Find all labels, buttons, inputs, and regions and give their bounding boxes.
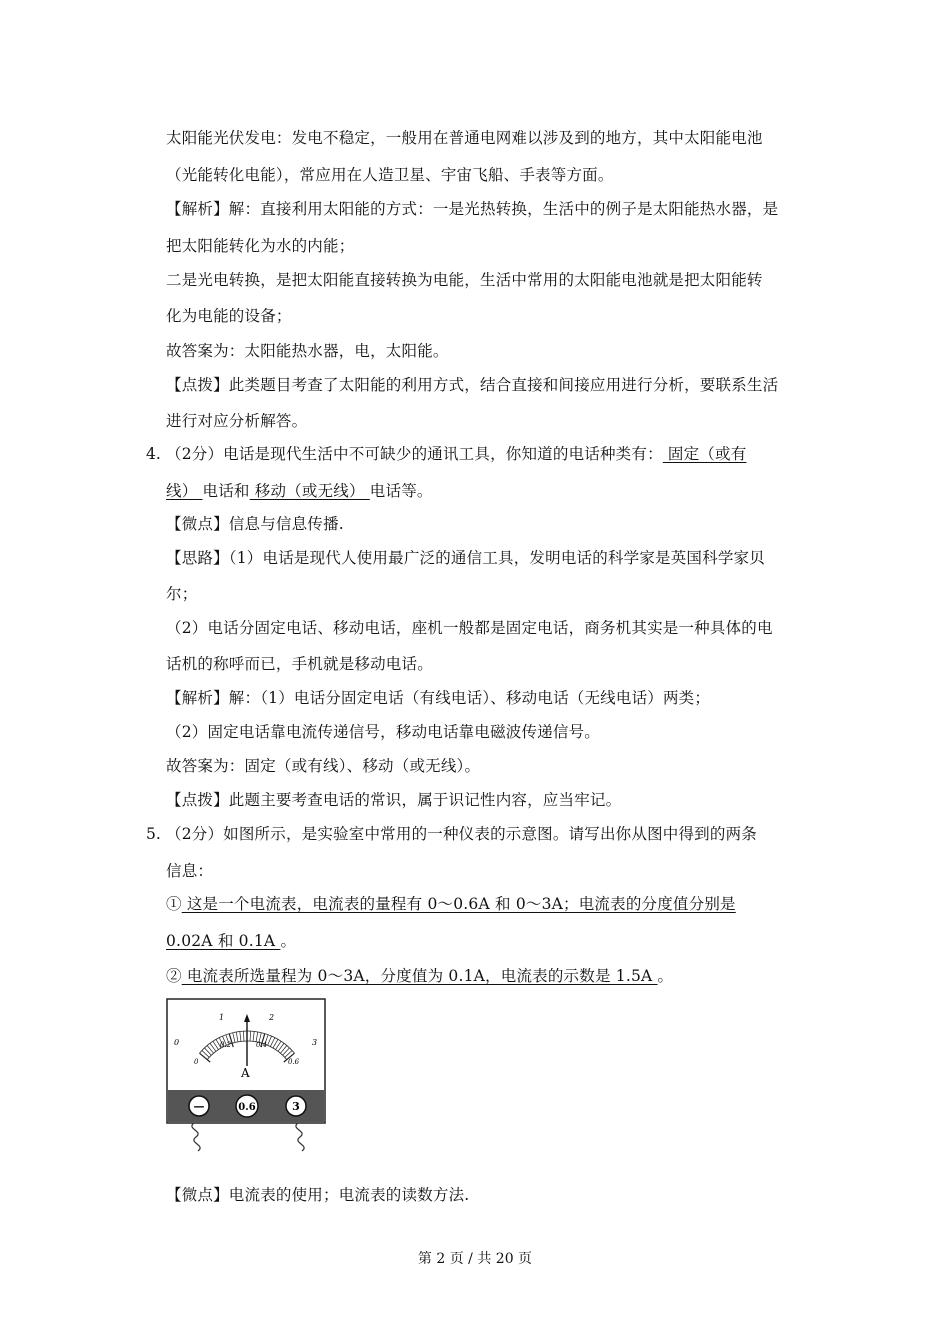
text-line: 【解析】解：直接利用太阳能的方式：一是光热转换，生活中的例子是太阳能热水器，是 bbox=[166, 200, 779, 218]
answer-blank: 固定（或有 bbox=[662, 445, 747, 463]
text-line: 故答案为：固定（或有线）、移动（或无线）。 bbox=[166, 757, 481, 775]
scale-label-upper: 1 bbox=[219, 1013, 225, 1022]
page-footer: 第 2 页 / 共 20 页 bbox=[417, 1251, 533, 1267]
terminal-label: — bbox=[193, 1100, 205, 1113]
text-line: 【微点】电流表的使用；电流表的读数方法. bbox=[166, 1186, 470, 1204]
question-text: （2分）电话是现代生活中不可缺少的通讯工具，你知道的电话种类有： bbox=[166, 445, 663, 463]
terminal-label: 0.6 bbox=[238, 1102, 256, 1113]
punctuation: 。 bbox=[657, 967, 674, 985]
terminal-label: 3 bbox=[292, 1100, 300, 1113]
text-line: 【解析】解：（1）电话分固定电话（有线电话）、移动电话（无线电话）两类； bbox=[166, 689, 711, 707]
text-line: 【点拨】此类题目考查了太阳能的利用方式，结合直接和间接应用进行分析，要联系生活 bbox=[166, 376, 779, 394]
text-line: （光能转化电能），常应用在人造卫星、宇宙飞船、手表等方面。 bbox=[166, 166, 614, 184]
ammeter-diagram bbox=[166, 998, 328, 1158]
answer-blank: 电流表所选量程为 0～3A，分度值为 0.1A，电流表的示数是 1.5A bbox=[181, 967, 658, 985]
question-text: 电话等。 bbox=[369, 482, 433, 500]
terminal-0-6[interactable] bbox=[236, 1095, 258, 1117]
text-line: 信息： bbox=[166, 862, 214, 880]
text-line: 二是光电转换，是把太阳能直接转换为电能，生活中常用的太阳能电池就是把太阳能转 bbox=[166, 271, 763, 289]
text-line: 太阳能光伏发电：发电不稳定，一般用在普通电网难以涉及到的地方，其中太阳能电池 bbox=[166, 129, 763, 147]
answer-blank: 这是一个电流表，电流表的量程有 0～0.6A 和 0～3A；电流表的分度值分别是 bbox=[181, 895, 736, 913]
question-4-line-2 bbox=[166, 481, 433, 501]
scale-label-upper: 2 bbox=[269, 1013, 275, 1022]
answer-blank: 线） bbox=[166, 482, 203, 500]
wire-left bbox=[192, 1123, 200, 1151]
text-line: （2分）如图所示，是实验室中常用的一种仪表的示意图。请写出你从图中得到的两条 bbox=[166, 825, 757, 843]
text-line: 进行对应分析解答。 bbox=[166, 412, 308, 430]
text-line: 把太阳能转化为水的内能； bbox=[166, 237, 355, 255]
scale-label-lower: 0.4 bbox=[256, 1041, 268, 1049]
answer-blank: 0.02A 和 0.1A bbox=[166, 932, 281, 950]
question-text: 电话和 bbox=[202, 482, 250, 500]
answer-1-line-2 bbox=[166, 931, 296, 951]
unit-label: A bbox=[241, 1066, 250, 1080]
text-line: 话机的称呼而已，手机就是移动电话。 bbox=[166, 655, 433, 673]
text-line: （2）电话分固定电话、移动电话，座机一般都是固定电话，商务机其实是一种具体的电 bbox=[166, 619, 773, 637]
terminal-3[interactable] bbox=[286, 1096, 306, 1116]
answer-blank: 移动（或无线） bbox=[249, 482, 370, 500]
scale-label-lower: 0.6 bbox=[288, 1058, 300, 1066]
text-line: 【点拨】此题主要考查电话的常识，属于识记性内容，应当牢记。 bbox=[166, 791, 622, 809]
answer-2-line bbox=[166, 966, 673, 986]
question-number: 5. bbox=[146, 825, 161, 843]
terminal-negative[interactable] bbox=[189, 1096, 209, 1116]
text-line: 故答案为：太阳能热水器，电，太阳能。 bbox=[166, 342, 449, 360]
text-line: 【思路】（1）电话是现代人使用最广泛的通信工具，发明电话的科学家是英国科学家贝 bbox=[166, 549, 765, 567]
circle-number: ① bbox=[166, 895, 182, 913]
text-line: （2）固定电话靠电流传递信号，移动电话靠电磁波传递信号。 bbox=[166, 723, 600, 741]
scale-label-upper: 0 bbox=[174, 1038, 180, 1047]
wire-right bbox=[296, 1123, 304, 1151]
scale-label-lower: 0 bbox=[194, 1058, 199, 1066]
scale-label-lower: 0.2 bbox=[220, 1041, 232, 1049]
question-number: 4. bbox=[146, 445, 161, 463]
text-line: 尔； bbox=[166, 585, 198, 603]
circle-number: ② bbox=[166, 967, 182, 985]
scale-label-upper: 3 bbox=[312, 1038, 318, 1047]
text-line: 【微点】信息与信息传播. bbox=[166, 515, 344, 533]
question-4-line-1 bbox=[166, 444, 746, 464]
answer-1-line-1 bbox=[166, 894, 736, 914]
punctuation: 。 bbox=[280, 932, 297, 950]
text-line: 化为电能的设备； bbox=[166, 307, 292, 325]
